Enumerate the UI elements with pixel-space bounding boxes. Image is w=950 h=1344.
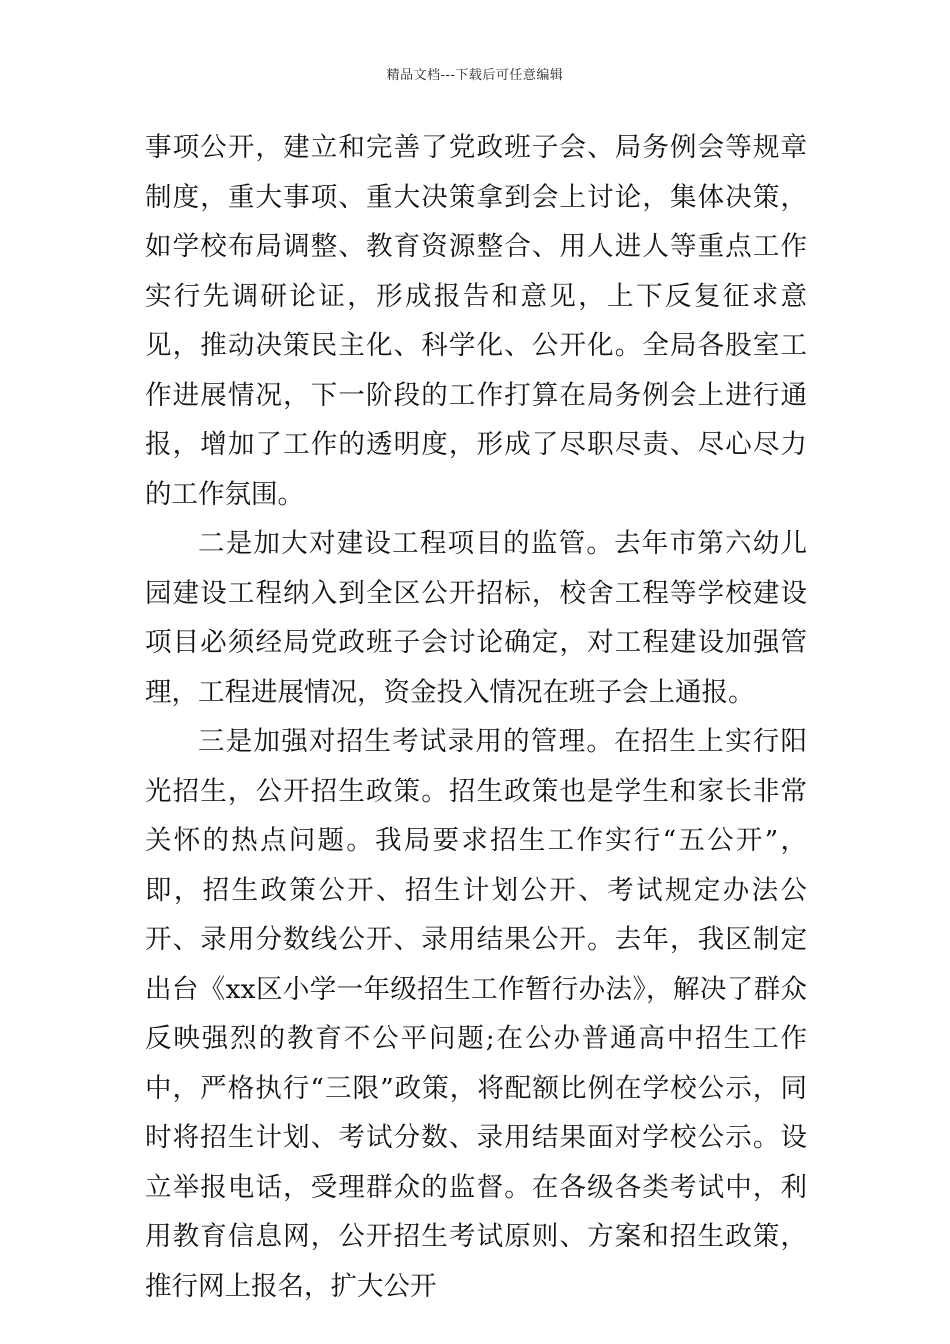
paragraph-continued: 事项公开，建立和完善了党政班子会、局务例会等规章制度，重大事项、重大决策拿到会上讨论，集体决策，如学校布局调整、教育资源整合、用人进人等重点工作实行先调研论证，形成报告和意见，上下反复征求意见，推动决策民主化、科学化、公开化。全局各股室工作进展情况，下一阶段的工作打算在局务例会上进行通报，增加了工作的透明度，形成了尽职尽责、尽心尽力的工作氛围。 bbox=[145, 132, 807, 510]
paragraph-construction-supervision: 二是加大对建设工程项目的监管。去年市第六幼儿园建设工程纳入到全区公开招标，校舍工程等学校建设项目必须经局党政班子会讨论确定，对工程建设加强管理，工程进展情况，资金投入情况在班子会上通报。 bbox=[145, 528, 807, 708]
page-header: 精品文档---下载后可任意编辑 bbox=[386, 68, 564, 83]
paragraph-enrollment-management: 三是加强对招生考试录用的管理。在招生上实行阳光招生，公开招生政策。招生政策也是学生和家长非常关怀的热点问题。我局要求招生工作实行“五公开”，即，招生政策公开、招生计划公开、考试规定办法公开、录用分数线公开、录用结果公开。去年，我区制定出台《xx区小学一年级招生工作暂行办法》，解决了群众反映强烈的教育不公平问题;在公办普通高中招生工作中，严格执行“三限”政策，将配额比例在学校公示，同时将招生计划、考试分数、录用结果面对学校公示。设立举报电话，受理群众的监督。在各级各类考试中，利用教育信息网，公开招生考试原则、方案和招生政策，推行网上报名，扩大公开 bbox=[145, 726, 807, 1302]
document-body bbox=[145, 123, 807, 1311]
